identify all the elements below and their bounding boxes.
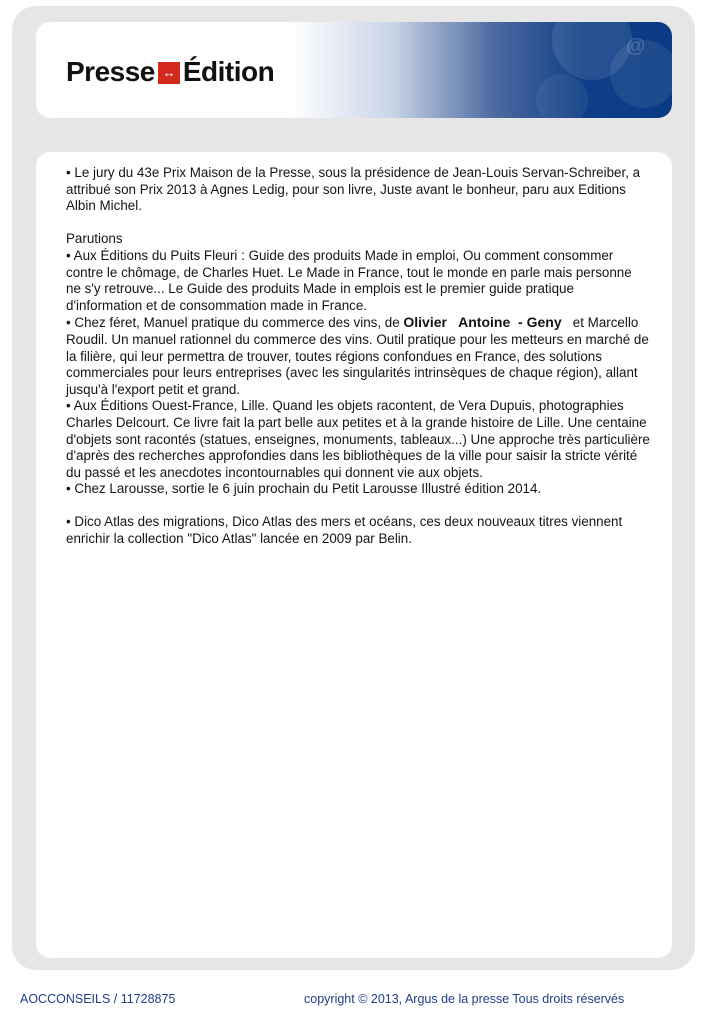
news-item-ouest-france: • Aux Éditions Ouest-France, Lille. Quand les objets racontent, de Vera Dupuis, photographies Charles Delcourt. Ce livre fait la part belle aux petites et à la grande histoire de Lille. Une centaine d'objets sont racontés (statues, enseignes, monuments, tableaux...) Une approche très particulière d'après des recherches approfondies dans les bibliothèques de la ville pour saisir la stricte vérité du passé et les anecdotes incontournables qui donnent vie aux objets. bbox=[66, 398, 650, 480]
svg-text:@: @ bbox=[626, 35, 646, 57]
news-item-larousse: • Chez Larousse, sortie le 6 juin prochain du Petit Larousse Illustré édition 2014. bbox=[66, 481, 542, 497]
footer-copyright: copyright © 2013, Argus de la presse Tous droits réservés bbox=[304, 992, 625, 1006]
news-item-puits-fleuri: • Aux Éditions du Puits Fleuri : Guide des produits Made in emploi, Ou comment consommer contre le chômage, de Charles Huet. Le Made in France, tout le monde en parle mais personne ne s'y retrouve... Le Guide des produits Made in emplois est le premier guide pratique d'information et de consommation made in France. bbox=[66, 247, 632, 313]
footer-reference: AOCCONSEILS / 11728875 bbox=[20, 992, 176, 1006]
article-body bbox=[66, 165, 650, 548]
logo-arrows-icon: ↔ bbox=[158, 62, 180, 84]
article-intro: • Le jury du 43e Prix Maison de la Presse, sous la présidence de Jean-Louis Servan-Schreiber, a attribué son Prix 2013 à Agnes Ledig, pour son livre, Juste avant le bonheur, paru aux Editions Albin Michel. bbox=[66, 165, 641, 214]
header-banner bbox=[36, 22, 672, 118]
logo-text-edition: Édition bbox=[182, 56, 275, 87]
article-card bbox=[36, 152, 672, 958]
logo-text-presse: Presse bbox=[66, 56, 155, 87]
banner-decoration bbox=[412, 22, 672, 118]
news-item-feret: • Chez féret, Manuel pratique du commerce des vins, de Olivier Antoine - Geny et Marcello Roudil. Un manuel rationnel du commerce des vins. Outil pratique pour les metteurs en marché de la filière, qui leur permettra de trouver, toutes régions confondues en France, des solutions commerciales pour leurs entreprises (avec les singularités intrinsèques de chaque région), allant jusqu'à l'export petit et grand. bbox=[66, 314, 649, 397]
news-item-dico-atlas: • Dico Atlas des migrations, Dico Atlas des mers et océans, ces deux nouveaux titres viennent enrichir la collection "Dico Atlas" lancée en 2009 par Belin. bbox=[66, 514, 623, 547]
author-link[interactable]: Olivier Antoine - Geny bbox=[403, 314, 562, 331]
presse-edition-logo bbox=[66, 56, 274, 88]
section-title: Parutions bbox=[66, 231, 123, 247]
